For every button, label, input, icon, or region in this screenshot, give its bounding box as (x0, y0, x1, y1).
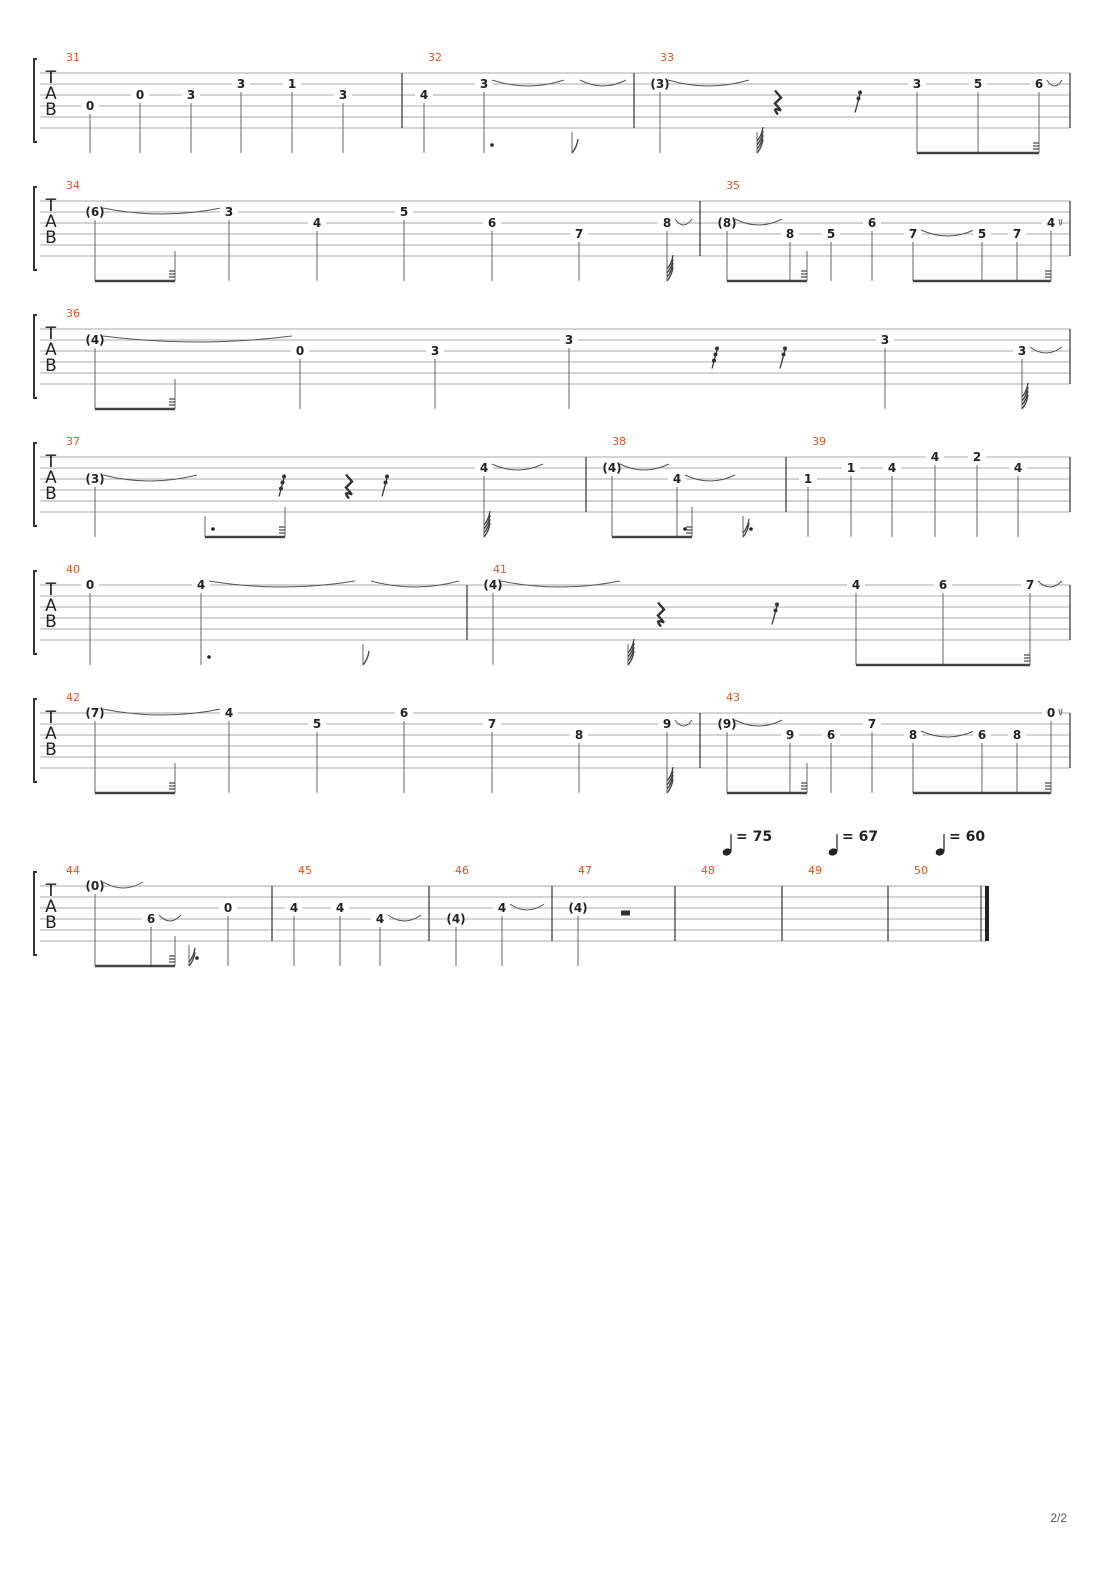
duration-dot (211, 527, 215, 531)
fret-number: 4 (196, 578, 206, 592)
tab-clef-letter: A (45, 596, 57, 616)
fret-number: 6 (146, 912, 156, 926)
measure-number: 46 (455, 864, 469, 877)
tie-arc (675, 219, 692, 225)
measure-number: 31 (66, 51, 80, 64)
tempo-value: = 75 (736, 829, 773, 845)
system-bracket (34, 187, 37, 270)
fret-number: 8 (908, 728, 918, 742)
fret-number: 6 (867, 216, 877, 230)
fret-number: 7 (867, 717, 877, 731)
tab-system (34, 307, 1070, 409)
fret-number: 8 (662, 216, 672, 230)
fret-number: (3) (85, 472, 105, 486)
fret-number: 8 (574, 728, 584, 742)
tempo-value: = 67 (842, 829, 879, 845)
tab-note (1008, 227, 1026, 281)
tab-system (34, 864, 989, 966)
tab-note (182, 88, 200, 153)
tab-note (908, 77, 926, 153)
fret-number: (3) (650, 77, 670, 91)
measure-number: 37 (66, 435, 80, 448)
tie-arc (735, 219, 782, 225)
measure-number: 41 (493, 563, 507, 576)
tab-note (781, 728, 799, 793)
tab-note (650, 77, 749, 153)
quarter-rest-glyph (658, 603, 664, 627)
tab-note (847, 578, 865, 665)
fret-number: 3 (479, 77, 489, 91)
fret-number: 8 (1012, 728, 1022, 742)
tab-note (668, 472, 735, 537)
system-bracket (34, 571, 37, 654)
tab-note (285, 901, 303, 966)
tie-arc (1047, 80, 1062, 86)
fret-number: (4) (85, 333, 105, 347)
tie-arc (735, 720, 782, 726)
tie-arc (159, 915, 181, 921)
measure-number: 40 (66, 563, 80, 576)
fret-number: 0 (295, 344, 305, 358)
fret-number: 4 (312, 216, 322, 230)
tab-clef-letter: B (45, 740, 57, 760)
tab-system (34, 179, 1070, 281)
tab-note (220, 706, 238, 793)
fret-number: 3 (224, 205, 234, 219)
fret-number: 4 (375, 912, 385, 926)
fret-number: 8 (785, 227, 795, 241)
fret-number: 5 (312, 717, 322, 731)
rest (346, 475, 352, 499)
tab-clef-letter: B (45, 100, 57, 120)
tab-note (863, 717, 881, 793)
tab-note (968, 450, 986, 537)
tab-note (570, 227, 588, 281)
tab-note (334, 88, 352, 153)
fret-number: (8) (717, 216, 737, 230)
tab-note (969, 77, 987, 153)
rest (382, 475, 389, 497)
page-number: 2/2 (1050, 1511, 1067, 1525)
note-flag (363, 651, 369, 665)
tab-note (842, 461, 860, 537)
measure-number: 44 (66, 864, 80, 877)
tie-arc (1038, 581, 1062, 587)
tab-note (717, 216, 782, 281)
tab-note (291, 344, 309, 409)
tab-note (283, 77, 301, 153)
duration-dot (207, 655, 211, 659)
rest-dot (712, 359, 716, 363)
fret-number: 1 (846, 461, 856, 475)
fret-number: 3 (880, 333, 890, 347)
tab-note (205, 516, 215, 537)
tab-note (483, 216, 501, 281)
tab-clef-letter: A (45, 340, 57, 360)
fret-number: 9 (785, 728, 795, 742)
tab-note (415, 88, 433, 153)
tab-note (85, 879, 143, 966)
rest (621, 911, 630, 916)
system-bracket (34, 699, 37, 782)
measure-number: 33 (660, 51, 674, 64)
rest-dot (858, 91, 862, 95)
tab-note (493, 901, 544, 966)
final-barline (985, 886, 989, 941)
tempo-value: = 60 (949, 829, 986, 845)
tab-clef-letter: B (45, 356, 57, 376)
fret-number: 2 (972, 450, 982, 464)
measure-number: 39 (812, 435, 826, 448)
system-bracket (34, 872, 37, 955)
fret-number: 5 (973, 77, 983, 91)
measure-number: 32 (428, 51, 442, 64)
tab-clef-letter: A (45, 84, 57, 104)
duration-dot (490, 143, 494, 147)
fret-number: 3 (912, 77, 922, 91)
measure-number: 36 (66, 307, 80, 320)
tab-note (426, 344, 444, 409)
fret-number: 4 (479, 461, 489, 475)
tab-note (1013, 344, 1062, 409)
half-rest-glyph (621, 911, 630, 916)
tab-note (863, 216, 881, 281)
rest-dot (385, 475, 389, 479)
tab-note (1021, 578, 1062, 665)
fret-number: 5 (399, 205, 409, 219)
measure-number: 34 (66, 179, 80, 192)
tab-system (34, 51, 1070, 153)
fret-number: 0 (135, 88, 145, 102)
measure-number: 49 (808, 864, 822, 877)
fret-number: 1 (803, 472, 813, 486)
tie-arc (103, 709, 221, 715)
tie-arc (510, 904, 544, 910)
duration-dot (195, 956, 199, 960)
fret-number: 7 (908, 227, 918, 241)
tab-clef-letter: T (45, 324, 57, 344)
tab-note (1030, 77, 1062, 153)
tab-note (926, 450, 944, 537)
fret-number: 4 (887, 461, 897, 475)
fret-number: 3 (236, 77, 246, 91)
tab-note (189, 945, 199, 966)
fret-number: 3 (1017, 344, 1027, 358)
tab-clef-letter: B (45, 913, 57, 933)
fret-number: 6 (938, 578, 948, 592)
measure-number: 42 (66, 691, 80, 704)
fret-number: 0 (1046, 706, 1056, 720)
tab-clef-letter: B (45, 484, 57, 504)
rest (712, 347, 719, 369)
fret-number: 6 (826, 728, 836, 742)
tab-note (483, 578, 620, 665)
tie-arc (103, 882, 143, 888)
tie-arc (620, 464, 669, 470)
tab-note (876, 333, 894, 409)
rest (780, 347, 787, 369)
tab-note (560, 333, 578, 409)
tab-clef-letter: T (45, 68, 57, 88)
tab-note (395, 205, 413, 281)
tab-system (34, 563, 1070, 665)
tab-note (781, 227, 799, 281)
fret-number: 3 (186, 88, 196, 102)
tab-note (395, 706, 413, 793)
tab-clef-letter: A (45, 724, 57, 744)
tab-clef-letter: T (45, 452, 57, 472)
rest-dot (783, 347, 787, 351)
tab-clef-letter: T (45, 580, 57, 600)
fret-number: 7 (1012, 227, 1022, 241)
measure-number: 45 (298, 864, 312, 877)
fret-number: 4 (224, 706, 234, 720)
rest-dot (281, 481, 285, 485)
rest-dot (279, 487, 283, 491)
tab-note (85, 706, 221, 793)
rest-dot (384, 481, 388, 485)
fret-number: (4) (568, 901, 588, 915)
tab-clef-letter: T (45, 881, 57, 901)
tab-note (85, 472, 197, 537)
fret-number: 4 (1046, 216, 1056, 230)
fret-number: 3 (430, 344, 440, 358)
tab-note (757, 127, 763, 153)
fret-number: 6 (399, 706, 409, 720)
rest (658, 603, 664, 627)
system-bracket (34, 59, 37, 142)
fret-number: 0 (85, 99, 95, 113)
fret-number: 0 (223, 901, 233, 915)
fret-number: 4 (851, 578, 861, 592)
tab-note (799, 472, 817, 537)
measure-number: 50 (914, 864, 928, 877)
tab-note (822, 227, 840, 281)
tab-note (85, 333, 292, 409)
fret-number: (4) (602, 461, 622, 475)
measure-number: 48 (701, 864, 715, 877)
tab-note (483, 717, 501, 793)
tie-arc (103, 336, 292, 342)
tie-arc (501, 581, 620, 587)
fret-number: 1 (287, 77, 297, 91)
fret-number: (6) (85, 205, 105, 219)
tempo-marking (935, 829, 986, 857)
tab-note (658, 216, 692, 281)
measure-number: 38 (612, 435, 626, 448)
tab-note (308, 717, 326, 793)
fret-number: (7) (85, 706, 105, 720)
tie-arc (492, 80, 564, 86)
rest (772, 603, 779, 625)
tab-system (34, 691, 1070, 793)
tab-note (1009, 461, 1027, 537)
tab-clef-letter: A (45, 468, 57, 488)
fret-number: 3 (564, 333, 574, 347)
fret-number: 0 (85, 578, 95, 592)
fret-number: 7 (1025, 578, 1035, 592)
fret-number: 6 (1034, 77, 1044, 91)
fret-number: 5 (977, 227, 987, 241)
tie-arc (388, 915, 421, 921)
rest-dot (857, 97, 861, 101)
tab-note (717, 717, 782, 793)
rest-dot (714, 353, 718, 357)
fret-number: (0) (85, 879, 105, 893)
tie-arc (580, 80, 626, 86)
tab-clef-letter: B (45, 228, 57, 248)
tab-note (904, 227, 974, 281)
tab-note (883, 461, 901, 537)
system-bracket (34, 315, 37, 398)
tab-system (34, 435, 1070, 537)
fret-number: 9 (662, 717, 672, 731)
tab-note (371, 912, 421, 966)
fret-number: (9) (717, 717, 737, 731)
tab-note (232, 77, 250, 153)
system-bracket (34, 443, 37, 526)
tab-note (602, 461, 669, 537)
fret-number: 6 (977, 728, 987, 742)
note-flag (572, 139, 578, 153)
tab-note (973, 728, 991, 793)
rest-dot (775, 603, 779, 607)
tab-note (822, 728, 840, 793)
tab-note (568, 901, 587, 966)
fret-number: 4 (1013, 461, 1023, 475)
tab-note (475, 77, 564, 153)
tab-clef-letter: T (45, 196, 57, 216)
fret-number: 4 (930, 450, 940, 464)
fret-number: 4 (289, 901, 299, 915)
tie-arc (492, 464, 543, 470)
tempo-marking (828, 829, 879, 857)
tab-note (628, 639, 634, 665)
tab-note (331, 901, 349, 966)
tab-note (81, 578, 99, 665)
measure-number: 35 (726, 179, 740, 192)
tab-note (1008, 728, 1026, 793)
tempo-marking (722, 829, 773, 857)
fret-number: (4) (483, 578, 503, 592)
tab-note (220, 205, 238, 281)
tab-note (81, 99, 99, 153)
tab-note (308, 216, 326, 281)
tab-note (219, 901, 237, 966)
measure-number: 43 (726, 691, 740, 704)
rest (775, 91, 781, 115)
fret-number: 4 (335, 901, 345, 915)
fret-number: 7 (574, 227, 584, 241)
tab-note (1042, 706, 1062, 793)
fret-number: 7 (487, 717, 497, 731)
rest-dot (282, 475, 286, 479)
rest-dot (774, 609, 778, 613)
tab-clef-letter: A (45, 212, 57, 232)
fret-number: 4 (419, 88, 429, 102)
tie-arc (209, 581, 355, 587)
quarter-rest-glyph (346, 475, 352, 499)
measure-number: 47 (578, 864, 592, 877)
tie-arc (668, 80, 749, 86)
tab-note (570, 728, 588, 793)
tie-arc (103, 475, 197, 481)
tie-arc (371, 581, 459, 587)
tie-arc (921, 230, 974, 236)
fret-number: 3 (338, 88, 348, 102)
quarter-rest-glyph (775, 91, 781, 115)
tab-note (973, 227, 991, 281)
tab-clef-letter: T (45, 708, 57, 728)
fret-number: 5 (826, 227, 836, 241)
tie-arc (685, 475, 735, 481)
tab-clef-letter: A (45, 897, 57, 917)
fret-number: 4 (497, 901, 507, 915)
fret-number: (4) (446, 912, 466, 926)
tie-arc (1030, 347, 1062, 353)
tab-clef-letter: B (45, 612, 57, 632)
tie-arc (675, 720, 692, 726)
tab-note (85, 205, 221, 281)
fret-number: 4 (672, 472, 682, 486)
rest (279, 475, 286, 497)
tab-note (743, 516, 753, 537)
tie-arc (921, 731, 974, 737)
tab-note (192, 578, 355, 665)
tab-note (475, 461, 543, 537)
tab-note (363, 581, 459, 665)
tab-note (658, 717, 692, 793)
duration-dot (749, 527, 753, 531)
tab-note (904, 728, 974, 793)
rest (855, 91, 862, 113)
rest-dot (782, 353, 786, 357)
tab-note (446, 912, 465, 966)
tab-note (934, 578, 952, 665)
fret-number: 6 (487, 216, 497, 230)
tie-arc (103, 208, 221, 214)
tab-note (131, 88, 149, 153)
rest-dot (715, 347, 719, 351)
